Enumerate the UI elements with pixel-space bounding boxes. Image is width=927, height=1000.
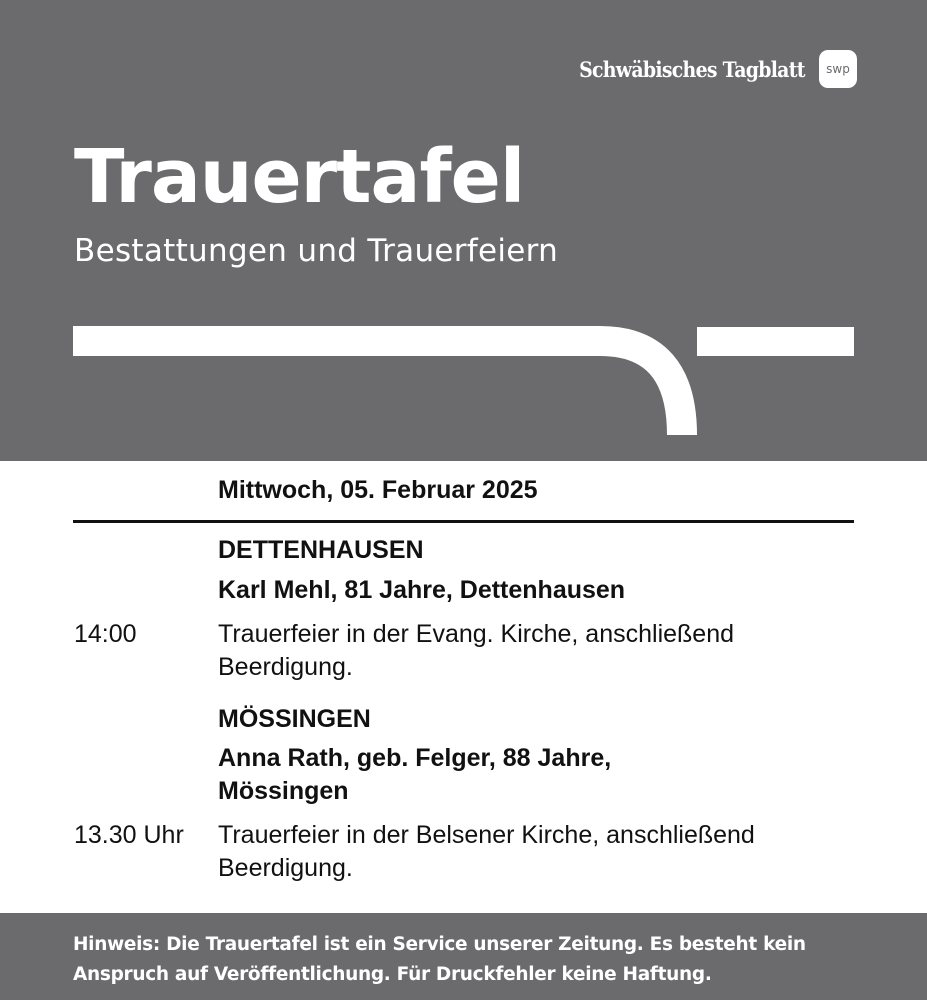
ceremony-time: 14:00 [74, 620, 137, 648]
footer-notice [73, 930, 873, 990]
listing-date: Mittwoch, 05. Februar 2025 [218, 476, 538, 504]
page-subtitle: Bestattungen und Trauerfeiern [74, 233, 559, 269]
ceremony-description: Trauerfeier in der Evang. Kirche, anschließend Beerdigung. [218, 620, 735, 681]
brand-badge-logo: swp [819, 50, 857, 88]
page-title: Trauertafel [74, 134, 525, 220]
decorative-road-line [0, 0, 927, 461]
town-heading: MÖSSINGEN [218, 705, 371, 733]
ceremony-time: 13.30 Uhr [74, 821, 184, 849]
divider [73, 520, 854, 523]
footer-label: Hinweis: [73, 934, 160, 955]
brand-name: Schwäbisches Tagblatt [579, 56, 805, 82]
deceased-name: Anna Rath, geb. Felger, 88 Jahre, Mössingen [218, 744, 612, 805]
deceased-name: Karl Mehl, 81 Jahre, Dettenhausen [218, 576, 626, 604]
footer-text: Die Trauertafel ist ein Service unserer Zeitung. Es besteht kein Anspruch auf Veröffentlichung. Für Druckfehler keine Haftung. [73, 934, 806, 985]
ceremony-description: Trauerfeier in der Belsener Kirche, anschließend Beerdigung. [218, 821, 755, 882]
town-heading: DETTENHAUSEN [218, 536, 424, 564]
